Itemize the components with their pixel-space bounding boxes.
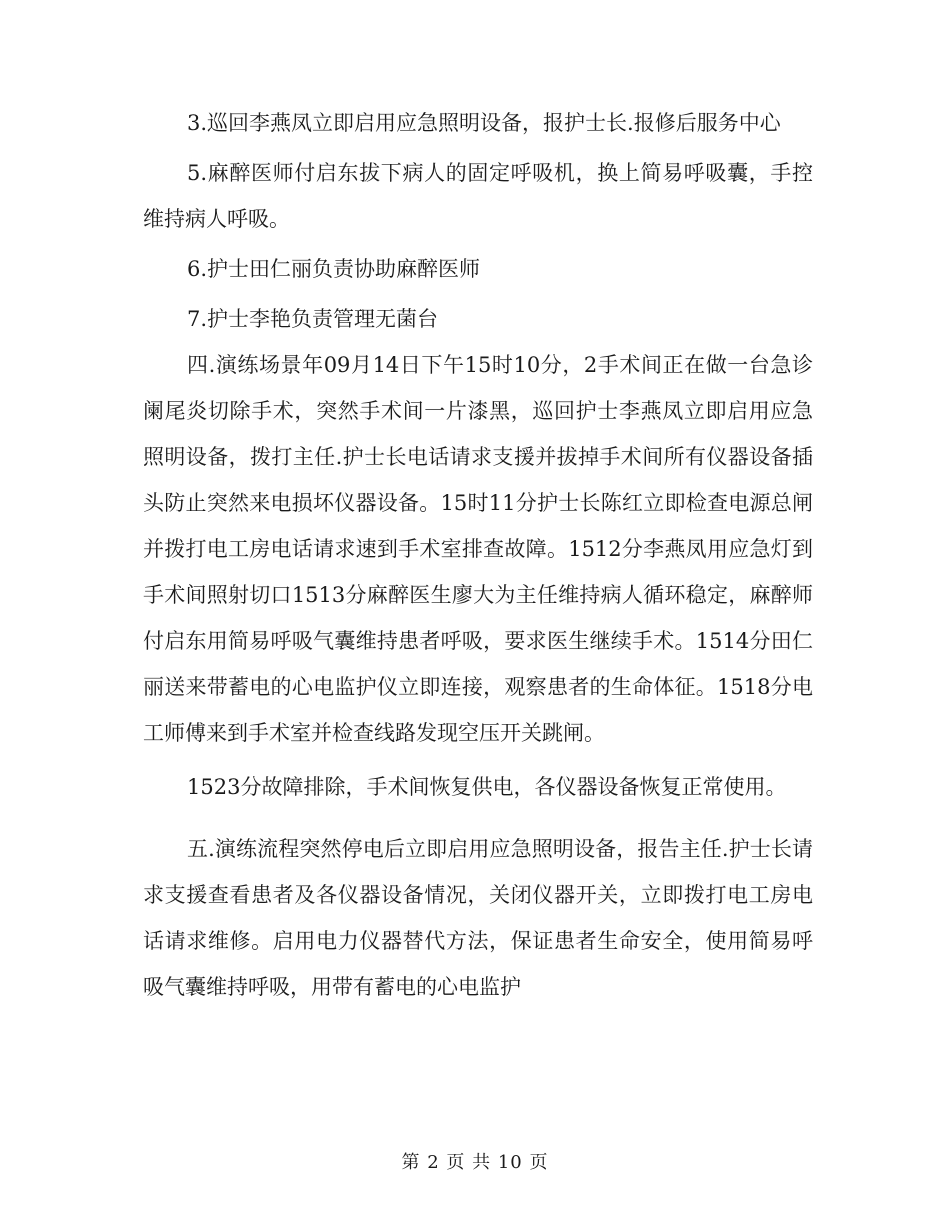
document-body [143,100,813,1010]
paragraph-item-7: 7.护士李艳负责管理无菌台 [187,307,439,331]
paragraph-section-4-scenario: 四.演练场景年09月14日下午15时10分，2手术间正在做一台急诊阑尾炎切除手术，突然手术间一片漆黑，巡回护士李燕凤立即启用应急照明设备，拨打主任.护士长电话请求支援并拔掉手术间所有仪器设备插头防止突然来电损坏仪器设备。15时11分护士长陈红立即检查电源总闸并拨打电工房电话请求速到手术室排查故障。1512分李燕凤用应急灯到手术间照射切口1513分麻醉医生廖大为主任维持病人循环稳定，麻醉师付启东用简易呼吸气囊维持患者呼吸，要求医生继续手术。1514分田仁丽送来带蓄电的心电监护仪立即连接，观察患者的生命体征。1518分电工师傅来到手术室并检查线路发现空压开关跳闸。 [143,353,813,745]
paragraph-item-6: 6.护士田仁丽负责协助麻醉医师 [187,257,481,281]
page-number-footer: 第 2 页 共 10 页 [401,1152,549,1173]
paragraph-item-3: 3.巡回李燕凤立即启用应急照明设备，报护士长.报修后服务中心 [187,111,781,135]
paragraph-item-5: 5.麻醉医师付启东拔下病人的固定呼吸机，换上简易呼吸囊，手控维持病人呼吸。 [143,161,813,231]
paragraph-section-5-procedure: 五.演练流程突然停电后立即启用应急照明设备，报告主任.护士长请求支援查看患者及各仪器设备情况，关闭仪器开关，立即拨打电工房电话请求维修。启用电力仪器替代方法，保证患者生命安全，使用简易呼吸气囊维持呼吸，用带有蓄电的心电监护 [143,837,813,999]
paragraph-fault-cleared: 1523分故障排除，手术间恢复供电，各仪器设备恢复正常使用。 [187,775,787,799]
